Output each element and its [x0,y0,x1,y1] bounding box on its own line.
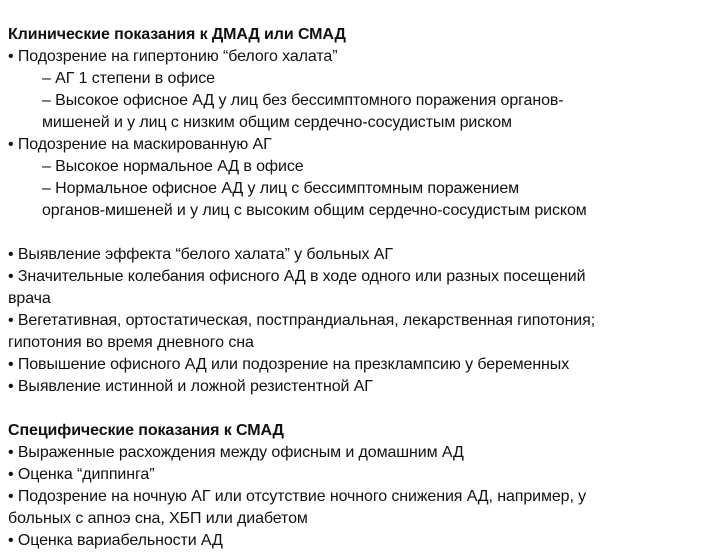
bullet-masked-ag-suspicion: • Подозрение на маскированную АГ [8,136,272,153]
subitem-high-office-bp: – Высокое офисное АД у лиц без бессимптомного поражения органов- [42,92,564,109]
bullet-hypotension-cont: гипотония во время дневного сна [8,334,254,351]
subitem-normal-office-bp: – Нормальное офисное АД у лиц с бессимптомным поражением [42,180,520,197]
bullet-office-bp-fluctuations: • Значительные колебания офисного АД в ходе одного или разных посещений [8,268,586,285]
subitem-ag1-office: – АГ 1 степени в офисе [42,70,215,87]
bullet-nocturnal-ag-cont: больных с апноэ сна, ХБП или диабетом [8,510,308,527]
bullet-office-bp-fluctuations-cont: врача [8,290,51,307]
bullet-white-coat-effect: • Выявление эффекта “белого халата” у больных АГ [8,246,393,263]
bullet-nocturnal-ag: • Подозрение на ночную АГ или отсутствие ночного снижения АД, например, у [8,488,587,505]
bullet-dipping: • Оценка “диппинга” [8,466,155,483]
bullet-pregnancy: • Повышение офисного АД или подозрение на презклампсию у беременных [8,356,570,373]
section-heading-clinical: Клинические показания к ДМАД или СМАД [8,26,346,43]
section-spacer [8,222,712,244]
section-spacer [8,398,712,420]
bullet-bp-variability: • Оценка вариабельности АД [8,532,223,549]
section-heading-specific: Специфические показания к СМАД [8,422,284,439]
bullet-white-coat-suspicion: • Подозрение на гипертонию “белого халата” [8,48,338,65]
subitem-high-normal-office: – Высокое нормальное АД в офисе [42,158,304,175]
bullet-office-home-discrepancy: • Выраженные расхождения между офисным и домашним АД [8,444,464,461]
subitem-high-office-bp-cont: мишеней и у лиц с низким общим сердечно-сосудистым риском [42,114,512,131]
bullet-hypotension: • Вегетативная, ортостатическая, постпрандиальная, лекарственная гипотония; [8,312,596,329]
document-page [8,24,712,552]
bullet-resistant-ag: • Выявление истинной и ложной резистентной АГ [8,378,373,395]
subitem-normal-office-bp-cont: органов-мишеней и у лиц с высоким общим сердечно-сосудистым риском [42,202,587,219]
